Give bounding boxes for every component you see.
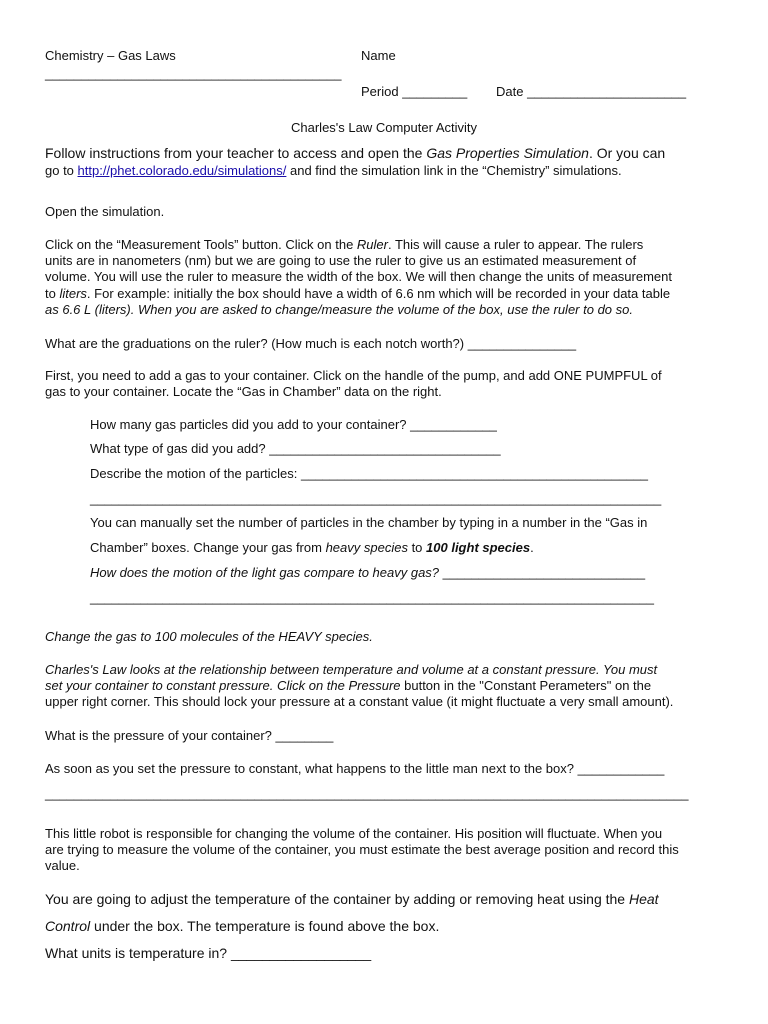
tools-line-2: units are in nanometers (nm) but we are going to use the ruler to give us an estimated measurement of [45, 253, 637, 268]
name-blank: _________________________________________ [45, 66, 342, 81]
tools-line-4: to liters. For example: initially the box should have a width of 6.6 nm which will be recorded in your data table [45, 286, 671, 301]
tools-line-1: Click on the “Measurement Tools” button. Click on the Ruler. This will cause a ruler to appear. The rulers [45, 237, 644, 252]
intro-line-2: go to http://phet.colorado.edu/simulations/ and find the simulation link in the “Chemistry” simulations. [45, 163, 622, 178]
name-label: Name [361, 48, 396, 63]
tools-line-5: as 6.6 L (liters). When you are asked to change/measure the volume of the box, use the ruler to do so. [45, 302, 633, 317]
charles-line-3: upper right corner. This should lock your pressure at a constant value (it might fluctuate a very small amount). [45, 694, 674, 709]
question-temp-units: What units is temperature in? __________________ [45, 945, 372, 961]
open-sim-text: Open the simulation. [45, 204, 165, 219]
question-light-vs-heavy-continued: ______________________________________________________________________________ [90, 590, 654, 605]
temp-line-2: Control under the box. The temperature is found above the box. [45, 918, 440, 934]
question-particle-count: How many gas particles did you add to your container? ____________ [90, 417, 497, 432]
temp-line-1: You are going to adjust the temperature of the container by adding or removing heat using the Heat [45, 891, 659, 907]
pump-line-1: First, you need to add a gas to your container. Click on the handle of the pump, and add ONE PUMPFUL of [45, 368, 662, 383]
course-title: Chemistry – Gas Laws [45, 48, 176, 63]
question-motion: Describe the motion of the particles: ________________________________________________ [90, 466, 649, 481]
charles-line-2: set your container to constant pressure. Click on the Pressure button in the "Constant Perameters" on the [45, 678, 652, 693]
robot-line-3: value. [45, 858, 80, 873]
sim-name: Gas Properties Simulation [426, 145, 589, 161]
robot-line-2: are trying to measure the volume of the container, you must estimate the best average position and record this [45, 842, 679, 857]
question-gas-type: What type of gas did you add? ________________________________ [90, 441, 501, 456]
tools-line-3: volume. You will use the ruler to measure the width of the box. We will then change the units of measurement [45, 269, 672, 284]
change-heavy-text: Change the gas to 100 molecules of the HEAVY species. [45, 629, 373, 644]
pump-line-2: gas to your container. Locate the “Gas in Chamber” data on the right. [45, 384, 442, 399]
date-label: Date ______________________ [496, 84, 687, 99]
question-pressure: What is the pressure of your container? ________ [45, 728, 334, 743]
manual-line-2: Chamber” boxes. Change your gas from heavy species to 100 light species. [90, 540, 534, 555]
page-title: Charles's Law Computer Activity [291, 120, 477, 135]
question-light-vs-heavy: How does the motion of the light gas compare to heavy gas? ____________________________ [90, 565, 646, 580]
period-label: Period _________ [361, 84, 468, 99]
manual-line-1: You can manually set the number of particles in the chamber by typing in a number in the “Gas in [90, 515, 648, 530]
question-graduations: What are the graduations on the ruler? (How much is each notch worth?) _______________ [45, 336, 577, 351]
intro-line-1: Follow instructions from your teacher to access and open the Gas Properties Simulation. Or you can [45, 145, 666, 161]
robot-line-1: This little robot is responsible for changing the volume of the container. His position will fluctuate. When you [45, 826, 663, 841]
question-motion-continued: _______________________________________________________________________________ [90, 491, 662, 506]
phet-link[interactable]: http://phet.colorado.edu/simulations/ [77, 163, 287, 178]
charles-line-1: Charles's Law looks at the relationship between temperature and volume at a constant pressure. You must [45, 662, 658, 677]
question-little-man-continued: _________________________________________________________________________________________ [45, 786, 689, 801]
question-little-man: As soon as you set the pressure to constant, what happens to the little man next to the box? ____________ [45, 761, 665, 776]
